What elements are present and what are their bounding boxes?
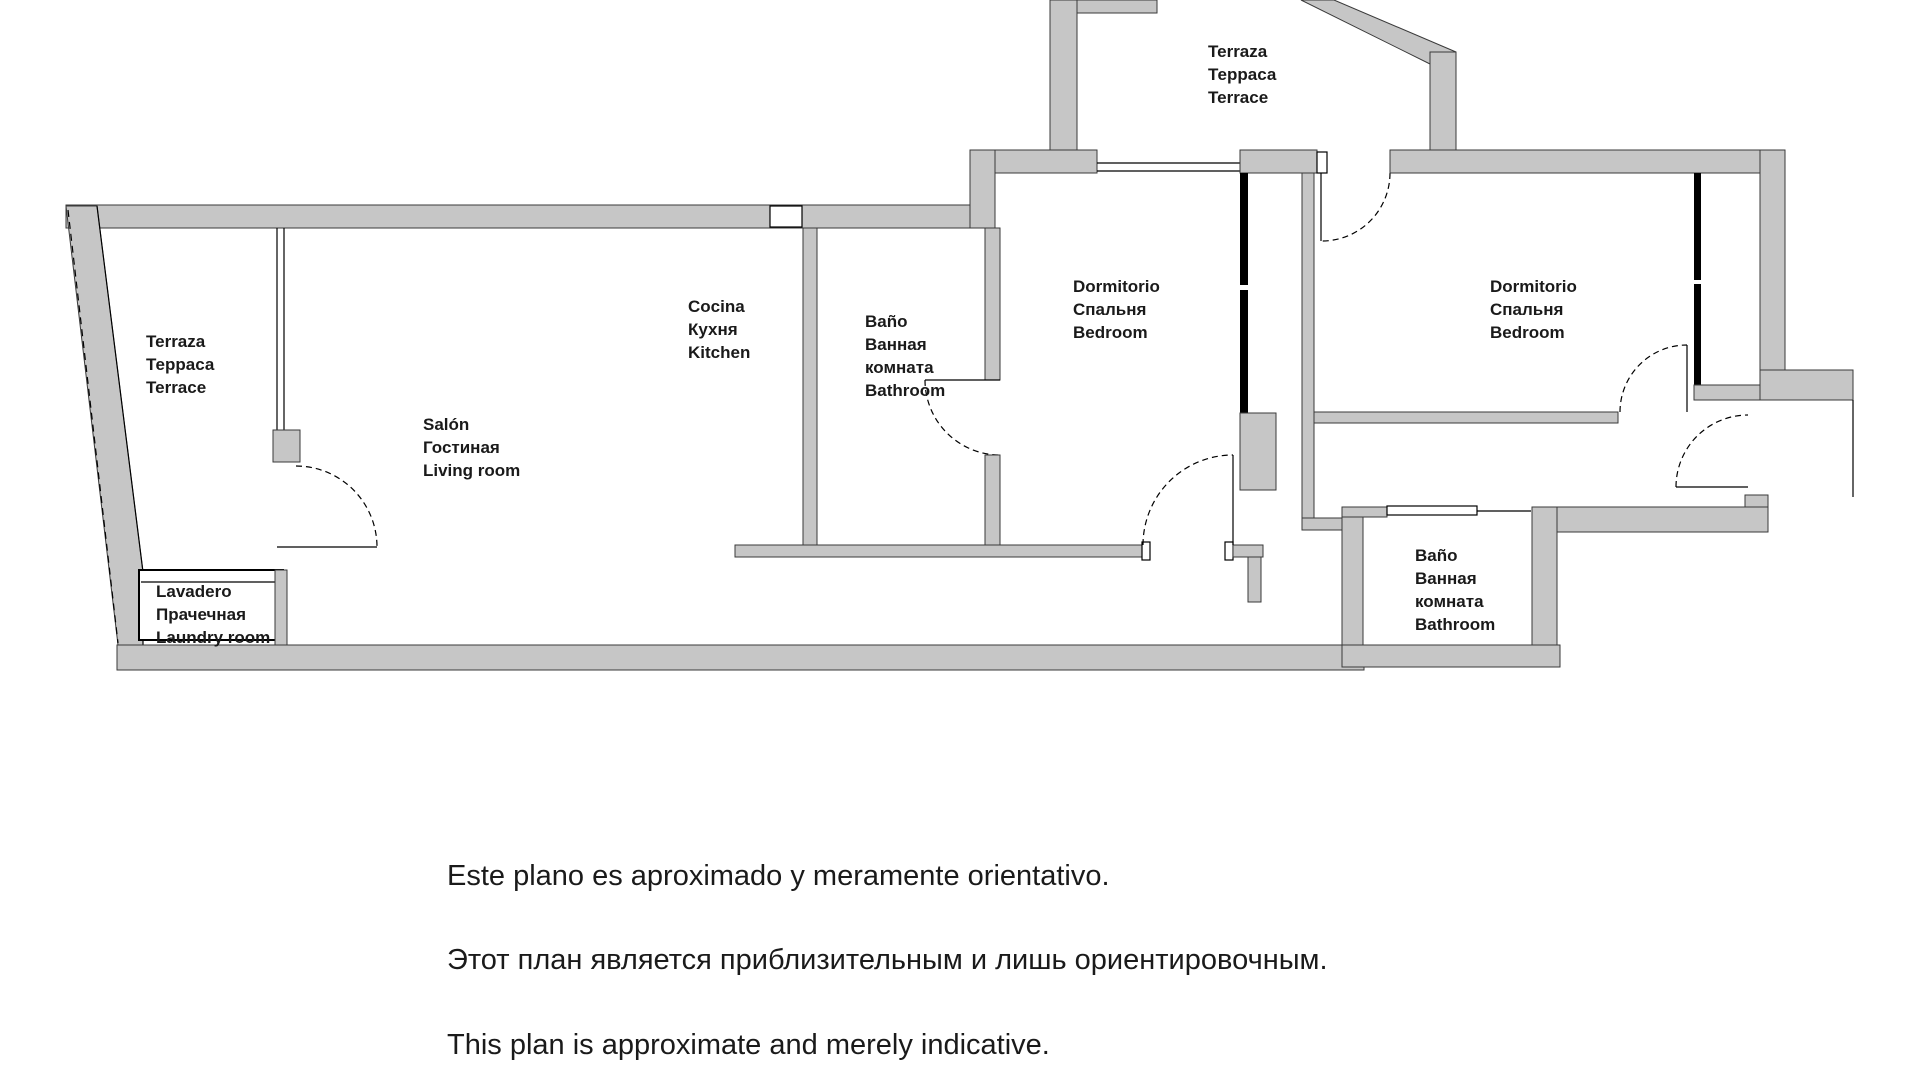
wall [1302, 518, 1342, 530]
label-line: комната [865, 358, 934, 377]
label-line: Cocina [688, 297, 745, 316]
wall [970, 150, 995, 228]
label-line: Terrace [1208, 88, 1269, 107]
room-label-bathroom-2 [1415, 544, 1495, 636]
wall [1077, 0, 1157, 13]
room-label-kitchen [688, 295, 750, 364]
label-line: Спальня [1490, 300, 1564, 319]
hall-bottom-wall [1532, 507, 1768, 532]
label-line: комната [1415, 592, 1484, 611]
bottom-outer-wall [117, 645, 1364, 670]
room-label-terrace-top [1208, 40, 1276, 109]
label-line: Lavadero [156, 582, 232, 601]
label-line: Bathroom [1415, 615, 1496, 634]
wall [985, 455, 1000, 555]
entrance-door-arc [1676, 415, 1748, 487]
label-line: Salón [423, 415, 470, 434]
label-line: Kitchen [688, 343, 751, 362]
kitchen-window [770, 206, 802, 227]
wall [1342, 507, 1387, 517]
label-line: Bathroom [865, 381, 946, 400]
label-line: Baño [1415, 546, 1458, 565]
bedroom1-glazed-wall [1240, 173, 1276, 490]
wall [1694, 385, 1760, 400]
wall [1248, 557, 1261, 602]
bottom-wall [1314, 412, 1618, 423]
room-label-terrace-left [146, 330, 214, 399]
wall [1233, 545, 1263, 557]
label-line: Dormitorio [1490, 277, 1577, 296]
room-label-bedroom-1 [1073, 275, 1160, 344]
glazed-wall [1694, 173, 1701, 280]
label-line: Terraza [146, 332, 206, 351]
label-line: Bedroom [1490, 323, 1565, 342]
label-line: Терраса [1208, 65, 1277, 84]
bedroom-zone-top-wall [970, 150, 1456, 241]
slanted-wall [66, 206, 143, 645]
label-line: Ванная [1415, 569, 1477, 588]
room-label-laundry [156, 580, 270, 649]
glazed-wall [1240, 173, 1248, 285]
disclaimer-en: This plan is approximate and merely indicative. [447, 1029, 1050, 1061]
wall [1302, 173, 1314, 518]
room-label-living-room [423, 413, 520, 482]
wall [1342, 507, 1363, 667]
left-terrace-partition [273, 228, 377, 547]
top-wall [1390, 150, 1785, 173]
wall [1050, 0, 1077, 152]
wall [273, 430, 300, 462]
label-line: Terrace [146, 378, 207, 397]
door-jamb [1225, 542, 1233, 560]
label-line: Гостиная [423, 438, 500, 457]
wall [803, 228, 817, 555]
bedroom1-door-arc [1143, 455, 1233, 545]
label-line: Кухня [688, 320, 738, 339]
wall [1760, 150, 1785, 370]
label-line: Baño [865, 312, 908, 331]
wall [1240, 413, 1276, 490]
label-line: Ванная [865, 335, 927, 354]
disclaimer-ru: Этот план является приблизительным и лишь ориентировочным. [447, 944, 1328, 976]
door-jamb [1317, 152, 1327, 173]
label-line: Спальня [1073, 300, 1147, 319]
wall [985, 228, 1000, 380]
bedroom2-door-arc [1620, 345, 1687, 412]
wall [1532, 507, 1557, 667]
wall [1760, 370, 1853, 400]
bottom-wall [1342, 645, 1560, 667]
top-wall [66, 205, 970, 228]
label-line: Терраса [146, 355, 215, 374]
label-line: Bedroom [1073, 323, 1148, 342]
glazed-wall [1240, 290, 1248, 413]
right-wing-walls [1532, 150, 1853, 532]
disclaimer-es: Este plano es aproximado y meramente orientativo. [447, 860, 1110, 892]
terrace-door-arc [296, 466, 377, 547]
label-line: Dormitorio [1073, 277, 1160, 296]
terrace-door-arc [1322, 173, 1390, 241]
label-line: Laundry room [156, 628, 271, 647]
wall [1240, 150, 1317, 173]
label-line: Прачечная [156, 605, 247, 624]
wall [275, 570, 287, 645]
label-line: Living room [423, 461, 521, 480]
room-label-bedroom-2 [1490, 275, 1577, 344]
wall [735, 545, 1142, 557]
window [1387, 506, 1477, 515]
room-label-bathroom-1 [865, 310, 945, 402]
wall [995, 150, 1097, 173]
glazed-wall [1694, 284, 1701, 385]
label-line: Terraza [1208, 42, 1268, 61]
